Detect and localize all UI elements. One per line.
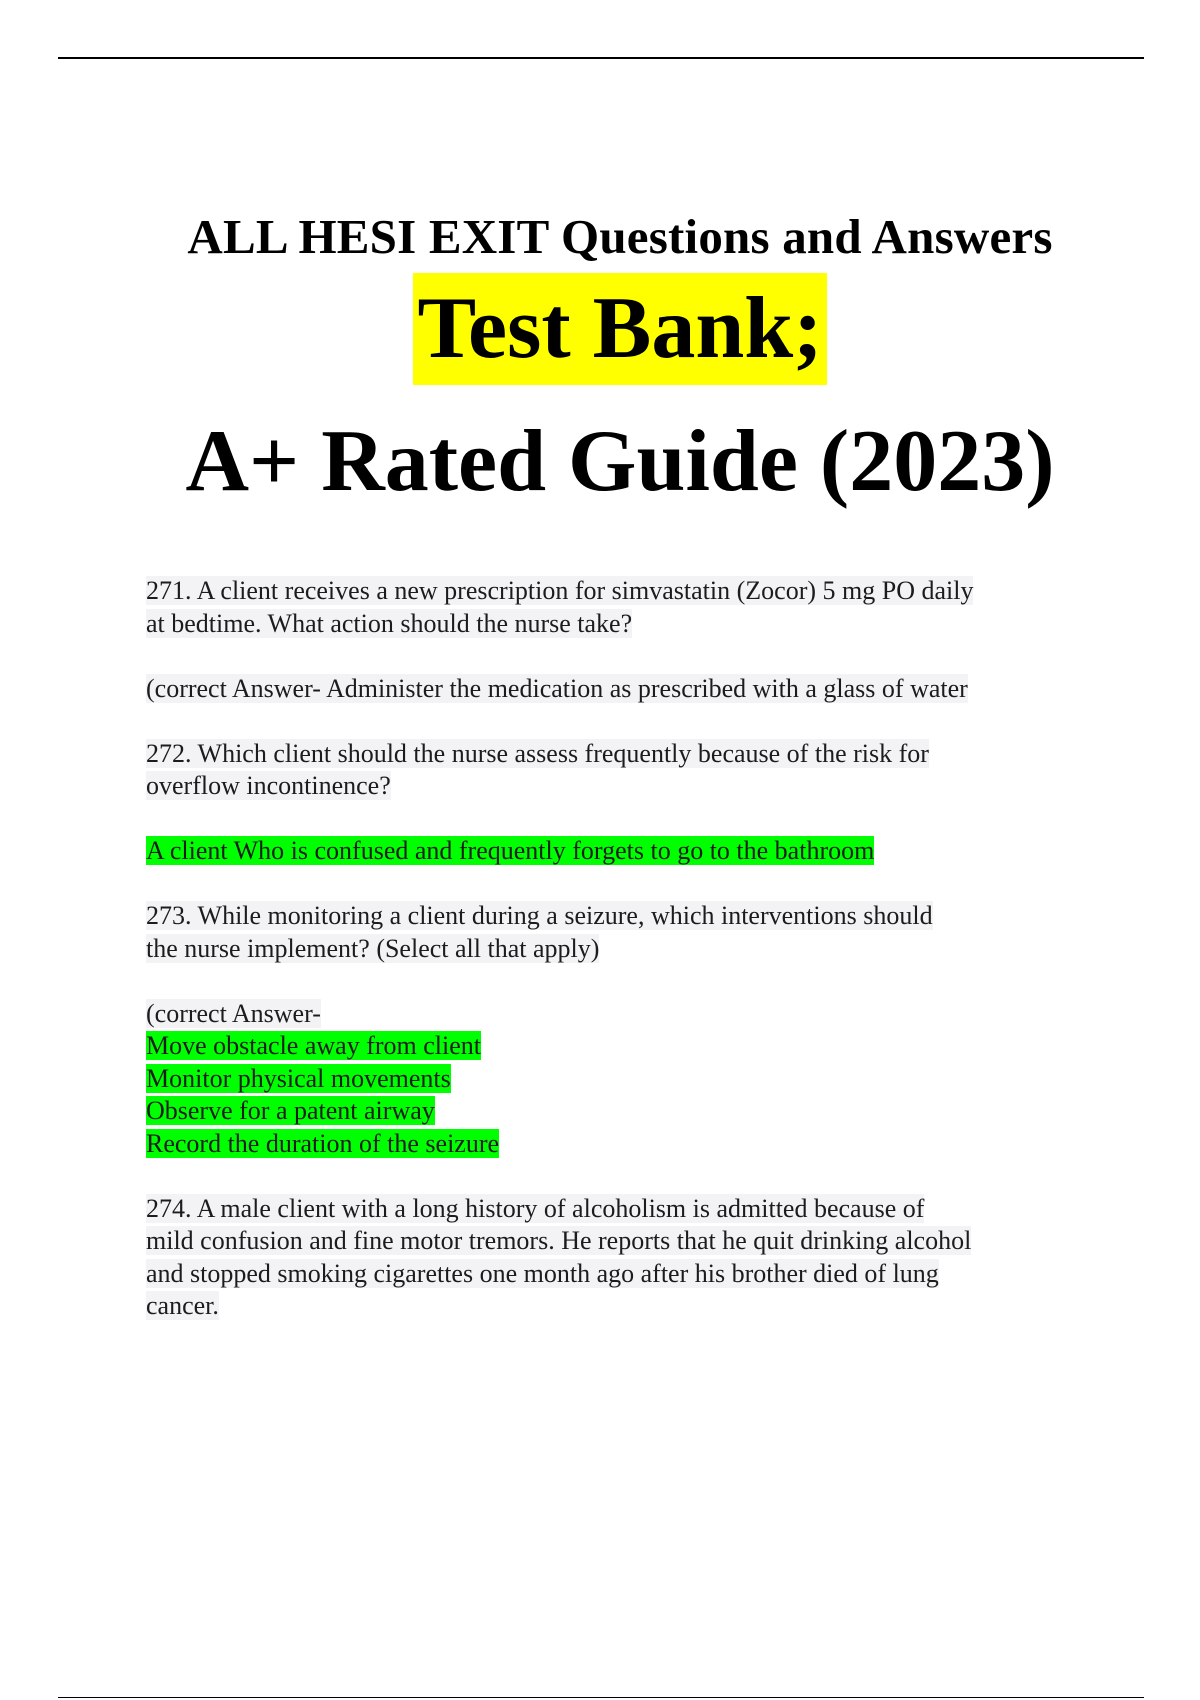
highlighted-answer: Record the duration of the seizure xyxy=(146,1128,500,1158)
question-text-line: cancer. xyxy=(146,1291,219,1320)
question-text-line: at bedtime. What action should the nurse take? xyxy=(146,608,633,638)
answer-271 xyxy=(146,673,1066,706)
question-274 xyxy=(146,1193,1066,1323)
answer-text: (correct Answer- Administer the medication as prescribed with a glass of water xyxy=(146,673,968,703)
question-273 xyxy=(146,900,1066,965)
question-text-line: and stopped smoking cigarettes one month ago after his brother died of lung xyxy=(146,1258,939,1288)
question-text-line: 271. A client receives a new prescription for simvastatin (Zocor) 5 mg PO daily xyxy=(146,576,974,605)
title-line-3: A+ Rated Guide (2023) xyxy=(185,413,1055,510)
highlighted-answer: A client Who is confused and frequently forgets to go to the bathroom xyxy=(146,836,875,865)
question-text-line: 273. While monitoring a client during a seizure, which interventions should xyxy=(146,901,933,930)
question-text-line: 272. Which client should the nurse assess frequently because of the risk for xyxy=(146,738,929,768)
question-text-line: overflow incontinence? xyxy=(146,771,391,800)
question-271 xyxy=(146,575,1066,640)
highlighted-answer: Monitor physical movements xyxy=(146,1063,451,1093)
document-title xyxy=(0,205,1200,517)
question-text-line: the nurse implement? (Select all that apply) xyxy=(146,933,600,963)
top-rule xyxy=(58,57,1144,59)
bottom-rule xyxy=(58,1697,1144,1698)
question-text-line: mild confusion and fine motor tremors. He reports that he quit drinking alcohol xyxy=(146,1226,972,1255)
question-text-line: 274. A male client with a long history of alcoholism is admitted because of xyxy=(146,1193,925,1223)
title-line-2-highlighted: Test Bank; xyxy=(413,273,826,385)
question-272 xyxy=(146,738,1066,803)
highlighted-answer: Move obstacle away from client xyxy=(146,1031,481,1060)
highlighted-answer: Observe for a patent airway xyxy=(146,1096,435,1125)
answer-intro: (correct Answer- xyxy=(146,998,321,1028)
title-line-1: ALL HESI EXIT Questions and Answers xyxy=(187,209,1053,264)
document-body xyxy=(146,575,1066,1355)
answer-273 xyxy=(146,998,1066,1161)
answer-272 xyxy=(146,835,1066,868)
